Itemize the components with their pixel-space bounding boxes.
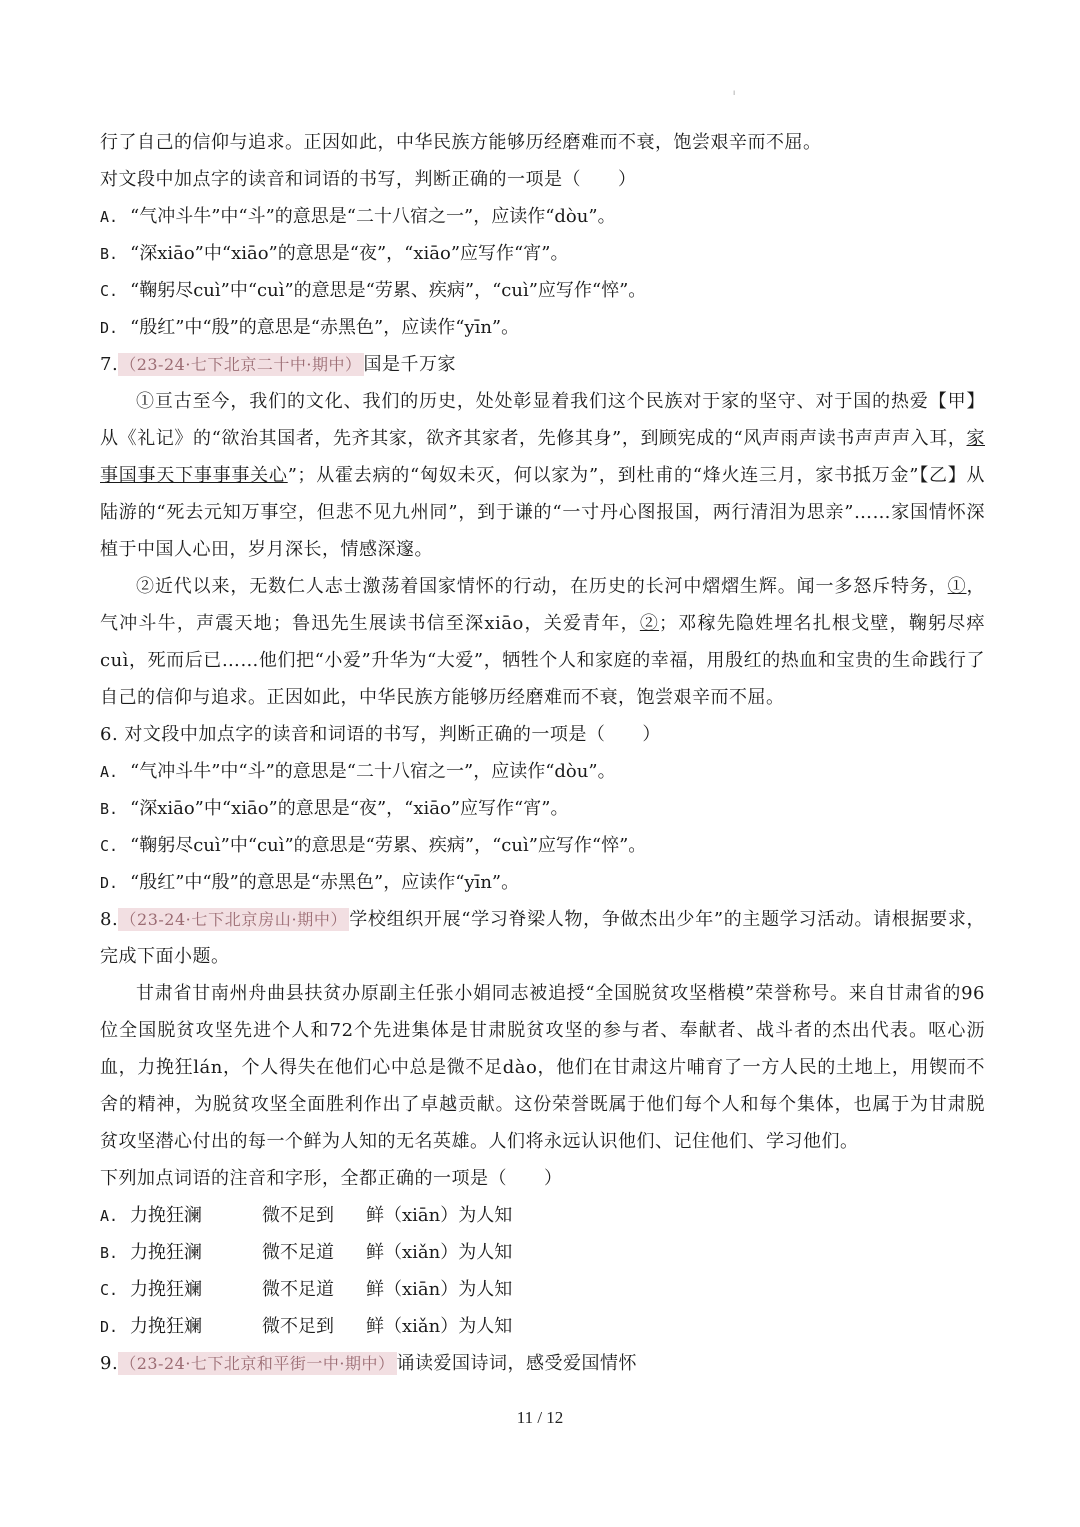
question-number: 9.: [100, 1353, 119, 1374]
q8-question: 下列加点词语的注音和字形，全都正确的一项是（ ）: [100, 1168, 563, 1189]
option-a: A. “气冲斗牛”中“斗”的意思是“二十八宿之一”，应读作“dòu”。: [100, 206, 616, 227]
source-tag: （23-24·七下北京房山·期中）: [120, 910, 348, 929]
page-content: [100, 124, 985, 1382]
page-number: 11 / 12: [516, 1408, 564, 1427]
question-number: 8.: [100, 909, 119, 930]
q6-option-a: A. “气冲斗牛”中“斗”的意思是“二十八宿之一”，应读作“dòu”。: [100, 761, 616, 782]
blank-2: ②: [639, 613, 660, 634]
q8-option-b: B. 力挽狂澜 微不足道 鲜（xiǎn）为人知: [100, 1242, 513, 1263]
source-tag: （23-24·七下北京和平街一中·期中）: [120, 1354, 395, 1373]
q8-option-c: C. 力挽狂斓 微不足道 鲜（xiān）为人知: [100, 1279, 513, 1300]
question-7-header: [100, 346, 985, 383]
q8-passage: 甘肃省甘南州舟曲县扶贫办原副主任张小娟同志被追授“全国脱贫攻坚楷模”荣誉称号。来自甘肃省的96位全国脱贫攻坚先进个人和72个先进集体是甘肃脱贫攻坚的参与者、奉献者、战斗者的杰出代表。呕心沥血，力挽狂lán，个人得失在他们心中总是微不足dào，他们在甘肃这片哺育了一方人民的土地上，用锲而不舍的精神，为脱贫攻坚全面胜利作出了卓越贡献。这份荣誉既属于他们每个人和每个集体，也属于为甘肃脱贫攻坚潜心付出的每一个鲜为人知的无名英雄。人们将永远认识他们、记住他们、学习他们。: [100, 983, 985, 1152]
header-mark: ı: [733, 88, 736, 97]
q6-option-d: D. “殷红”中“殷”的意思是“赤黑色”，应读作“yīn”。: [100, 872, 520, 893]
question-9-header: [100, 1345, 985, 1382]
question-8-header: [100, 901, 985, 975]
q6-option-c: C. “鞠躬尽cuì”中“cuì”的意思是“劳累、疾病”，“cuì”应写作“悴”。: [100, 835, 647, 856]
question-number: 7.: [100, 354, 119, 375]
question-stem: 对文段中加点字的读音和词语的书写，判断正确的一项是（ ）: [100, 169, 637, 190]
question-title: 国是千万家: [363, 354, 456, 375]
question-title: 诵读爱国诗词，感受爱国情怀: [396, 1353, 637, 1374]
question-6-stem: 6. 对文段中加点字的读音和词语的书写，判断正确的一项是（ ）: [100, 724, 661, 745]
option-c: C. “鞠躬尽cuì”中“cuì”的意思是“劳累、疾病”，“cuì”应写作“悴”。: [100, 280, 647, 301]
blank-1: ①: [947, 576, 967, 597]
source-tag: （23-24·七下北京二十中·期中）: [120, 355, 362, 374]
q8-option-d: D. 力挽狂斓 微不足到 鲜（xiǎn）为人知: [100, 1316, 513, 1337]
option-d: D. “殷红”中“殷”的意思是“赤黑色”，应读作“yīn”。: [100, 317, 520, 338]
passage-paragraph-2: ②近代以来，无数仁人志士激荡着国家情怀的行动，在历史的长河中熠熠生辉。闻一多怒斥特务，①，气冲斗牛，声震天地；鲁迅先生展读书信至深xiāo，关爱青年，②；邓稼先隐姓埋名扎根戈壁，鞠躬尽瘁cuì，死而后已……他们把“小爱”升华为“大爱”，牺牲个人和家庭的幸福，用殷红的热血和宝贵的生命践行了自己的信仰与追求。正因如此，中华民族方能够历经磨难而不衰，饱尝艰辛而不屈。: [100, 576, 986, 708]
q6-option-b: B. “深xiāo”中“xiāo”的意思是“夜”，“xiāo”应写作“宵”。: [100, 798, 569, 819]
q8-option-a: A. 力挽狂澜 微不足到 鲜（xiān）为人知: [100, 1205, 513, 1226]
question-title: 学校组织开展“学习脊梁人物，争做杰出少年”的主题学习活动。请根据要求，完成下面小题。: [100, 909, 985, 967]
option-b: B. “深xiāo”中“xiāo”的意思是“夜”，“xiāo”应写作“宵”。: [100, 243, 569, 264]
passage-paragraph-1: ①亘古至今，我们的文化、我们的历史，处处彰显着我们这个民族对于家的坚守、对于国的热爱【甲】从《礼记》的“欲治其国者，先齐其家，欲齐其家者，先修其身”，到顾宪成的“风声雨声读书声声声入耳，家事国事天下事事事关心”；从霍去病的“匈奴未灭，何以家为”，到杜甫的“烽火连三月，家书抵万金”【乙】从陆游的“死去元知万事空，但悲不见九州同”，到于谦的“一寸丹心图报国，两行清泪为思亲”……家国情怀深植于中国人心田，岁月深长，情感深邃。: [100, 391, 986, 560]
underlined-phrase: 家事国事天下事事事关心: [100, 428, 985, 486]
passage-continuation: 行了自己的信仰与追求。正因如此，中华民族方能够历经磨难而不衰，饱尝艰辛而不屈。: [100, 132, 822, 153]
